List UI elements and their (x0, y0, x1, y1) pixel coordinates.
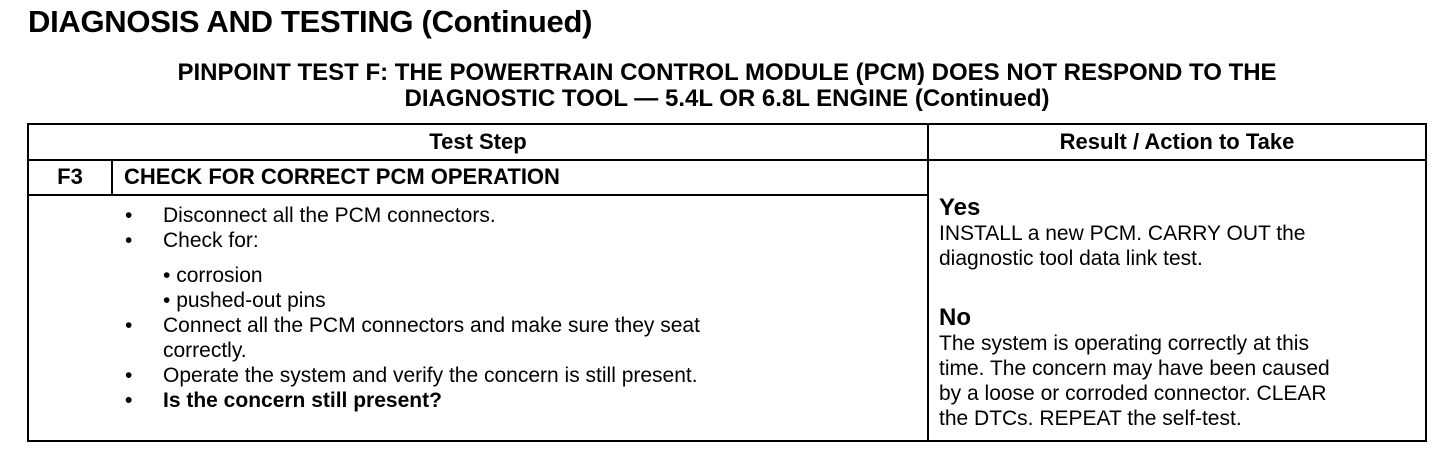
sub-bullet-icon: • (163, 289, 171, 312)
result-no-line: time. The concern may have been caused (939, 357, 1330, 380)
result-yes-label: Yes (939, 194, 981, 221)
bullet-icon: • (125, 364, 133, 387)
sub-list-item-text: pushed-out pins (176, 289, 326, 312)
list-item-text: Disconnect all the PCM connectors. (163, 204, 496, 227)
list-item-text: Is the concern still present? (163, 389, 442, 412)
column-header-result: Result / Action to Take (1059, 129, 1295, 154)
step-title-bottom-rule (29, 194, 927, 196)
vertical-divider-result (927, 125, 929, 440)
result-yes-line: diagnostic tool data link test. (939, 247, 1203, 270)
section-title: DIAGNOSIS AND TESTING (Continued) (28, 4, 593, 39)
list-item-text: correctly. (163, 339, 247, 362)
pinpoint-test-title-line-2: DIAGNOSTIC TOOL — 5.4L OR 6.8L ENGINE (Continued) (404, 85, 1050, 112)
sub-list-item (163, 288, 919, 313)
sub-list-item-text: corrosion (176, 264, 263, 287)
result-no-label: No (939, 304, 971, 331)
result-no-line: The system is operating correctly at this (939, 332, 1309, 355)
pinpoint-test-title-line-1: PINPOINT TEST F: THE POWERTRAIN CONTROL MODULE (PCM) DOES NOT RESPOND TO THE (177, 59, 1277, 86)
pinpoint-test-table (27, 123, 1427, 442)
step-title: CHECK FOR CORRECT PCM OPERATION (124, 164, 560, 189)
sub-list-item (163, 263, 919, 288)
result-action-cell (939, 195, 1419, 431)
bullet-icon: • (125, 314, 133, 337)
sub-bullet-icon: • (163, 264, 171, 287)
step-instructions (119, 203, 919, 413)
column-header-test-step: Test Step (429, 129, 527, 154)
list-item (119, 363, 919, 388)
result-no-line: by a loose or corroded connector. CLEAR (939, 382, 1327, 405)
list-item-text: Check for: (163, 229, 259, 252)
list-item-text: Connect all the PCM connectors and make sure they seat (163, 314, 700, 337)
list-item-question (119, 388, 919, 413)
bullet-icon: • (125, 229, 133, 252)
list-item-continuation (119, 338, 919, 363)
bullet-icon: • (125, 204, 133, 227)
list-item-text: Operate the system and verify the concern is still present. (163, 364, 698, 387)
list-item (119, 313, 919, 338)
bullet-icon: • (125, 389, 133, 412)
list-item (119, 203, 919, 228)
step-id-divider (111, 161, 113, 194)
result-yes-line: INSTALL a new PCM. CARRY OUT the (939, 222, 1306, 245)
step-id: F3 (57, 164, 83, 189)
list-item (119, 228, 919, 253)
result-no-line: the DTCs. REPEAT the self-test. (939, 407, 1242, 430)
check-for-sublist (119, 263, 919, 313)
